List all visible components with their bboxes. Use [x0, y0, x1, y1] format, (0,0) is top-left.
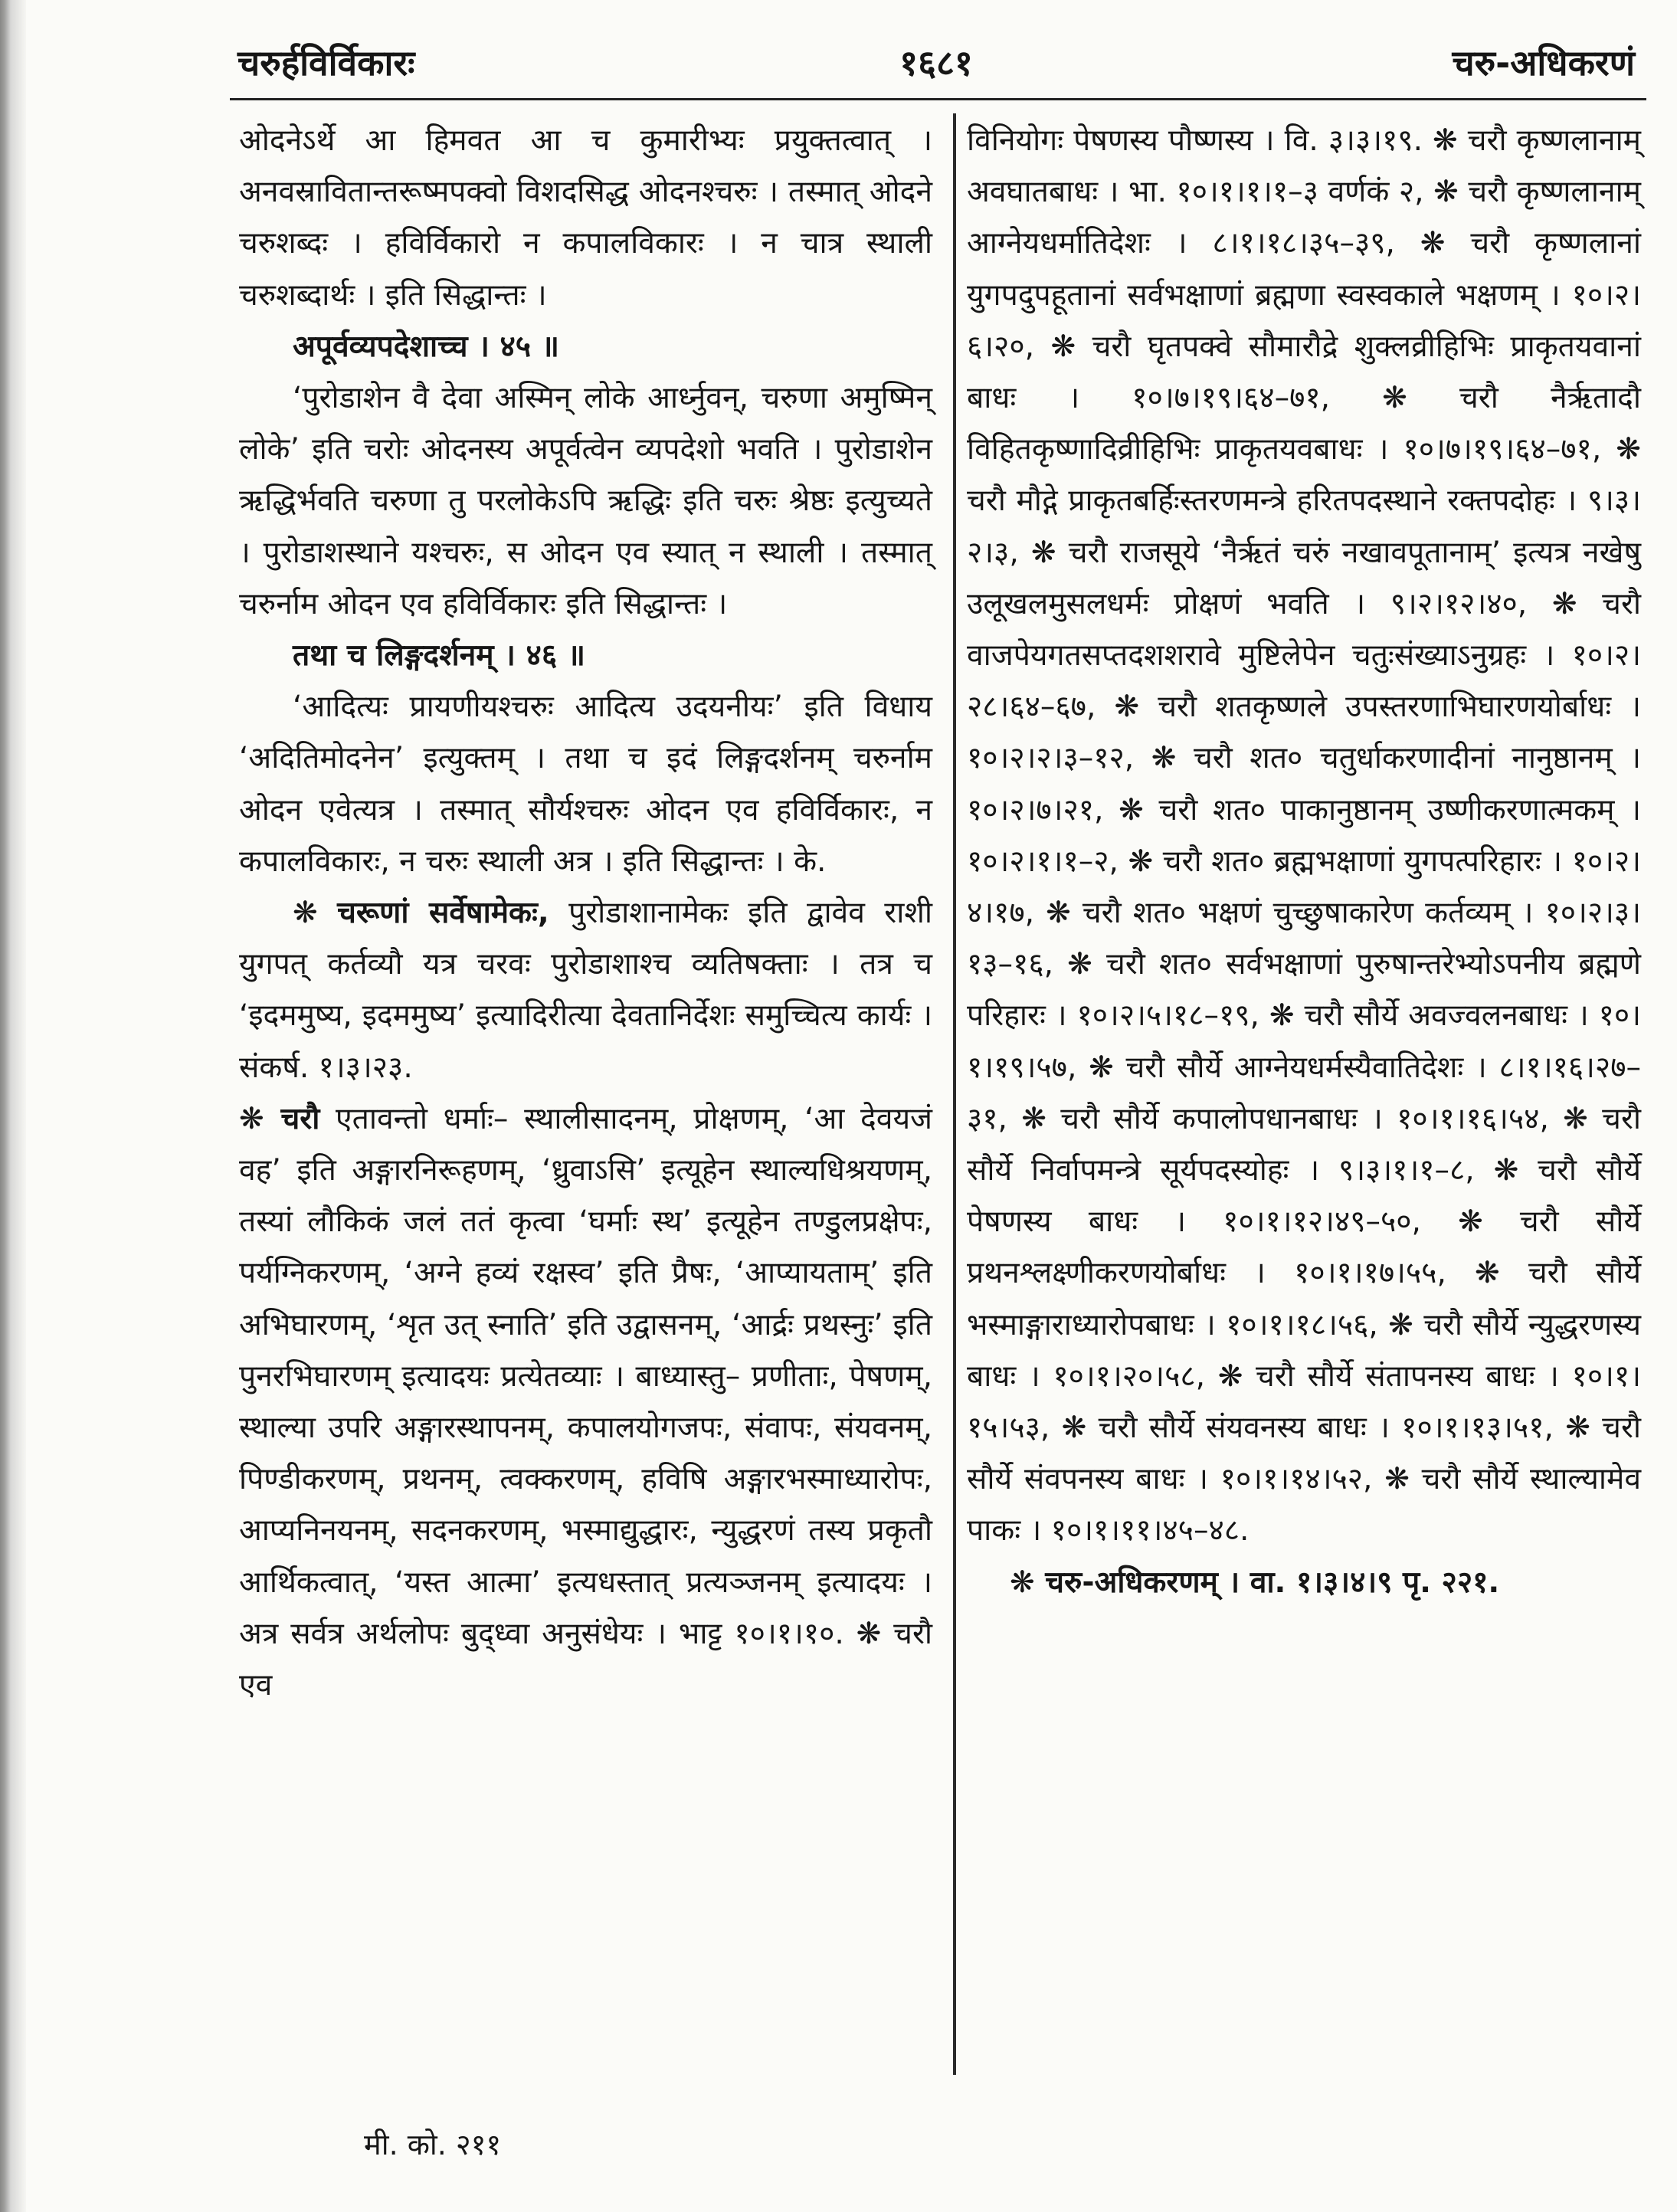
- footer-signature: मी. को. २११: [364, 2128, 502, 2161]
- header-rule: [230, 98, 1646, 100]
- header-left-title: चरुर्हविर्विकारः: [237, 42, 415, 84]
- page-number: १६८१: [899, 42, 973, 84]
- left-paragraph-3: ‘आदित्यः प्रायणीयश्चरुः आदित्य उदयनीयः’ इति विधाय ‘अदितिमोदनेन’ इत्युक्तम् । तथा च इदं लिङ्गदर्शनम् चरुर्नाम ओदन एवेत्यत्र । तस्मात् सौर्यश्चरुः ओदन एव हविर्विकारः, न कपालविकारः, न चरुः स्थाली अत्र । इति सिद्धान्तः । के.: [239, 690, 932, 879]
- left-paragraph-1: ओदनेऽर्थे आ हिमवत आ च कुमारीभ्यः प्रयुक्तत्वात् । अनवस्रावितान्तरूष्मपक्वो विशदसिद्ध ओदनश्चरुः । तस्मात् ओदने चरुशब्दः । हविर्विकारो न कपालविकारः । न चात्र स्थाली चरुशब्दार्थः । इति सिद्धान्तः ।: [239, 123, 932, 313]
- header-right-title: चरु-अधिकरणं: [1452, 42, 1635, 84]
- sutra-heading-45: अपूर्वव्यपदेशाच्च । ४५ ॥: [293, 329, 559, 364]
- bold-lemma-charau: ❋ चरौ: [239, 1101, 320, 1136]
- scan-binding-edge: [0, 0, 26, 2212]
- right-closing-reference: ❋ चरु-अधिकरणम् । वा. १।३।४।९ पृ. २२१.: [1010, 1565, 1500, 1600]
- right-column: [967, 115, 1641, 1608]
- column-divider: [953, 113, 956, 2075]
- left-paragraph-5-text: एतावन्तो धर्माः– स्थालीसादनम्, प्रोक्षणम्, ‘आ देवयजं वह’ इति अङ्गारनिरूहणम्, ‘ध्रुवाऽसि’ इत्यूहेन स्थाल्यधिश्रयणम्, तस्यां लौकिकं जलं ततं कृत्वा ‘घर्माः स्थ’ इत्यूहेन तण्डुलप्रक्षेपः, पर्यग्निकरणम्, ‘अग्ने हव्यं रक्षस्व’ इति प्रैषः, ‘आप्यायताम्’ इति अभिघारणम्, ‘शृत उत् स्नाति’ इति उद्वासनम्, ‘आर्द्रः प्रथस्नुः’ इति पुनरभिघारणम् इत्यादयः प्रत्येतव्याः । बाध्यास्तु– प्रणीताः, पेषणम्, स्थाल्या उपरि अङ्गारस्थापनम्, कपालयोगजपः, संवापः, संयवनम्, पिण्डीकरणम्, प्रथनम्, त्वक्करणम्, हविषि अङ्गारभस्माध्यारोपः, आप्यनिनयनम्, सदनकरणम्, भस्माद्युद्धारः, न्युद्धरणं तस्य प्रकृतौ आर्थिकत्वात्, ‘यस्त आत्मा’ इत्यधस्तात् प्रत्यञ्जनम् इत्यादयः । अत्र सर्वत्र अर्थलोपः बुद्ध्वा अनुसंधेयः । भाट्ट १०।१।१०. ❋ चरौ एव: [239, 1101, 932, 1703]
- left-paragraph-5: [239, 1093, 932, 1711]
- left-column: [239, 115, 932, 1711]
- star-marker: ❋: [293, 896, 318, 931]
- left-paragraph-4: [239, 887, 932, 1093]
- running-head: [237, 31, 1635, 100]
- left-paragraph-4-text: पुरोडाशानामेकः इति द्वावेव राशी युगपत् कर्तव्यौ यत्र चरवः पुरोडाशाश्च व्यतिषक्ताः । तत्र च ‘इदममुष्य, इदममुष्य’ इत्यादिरीत्या देवतानिर्देशः समुच्चित्य कार्यः । संकर्ष. १।३।२३.: [239, 896, 932, 1085]
- left-paragraph-2: ‘पुरोडाशेन वै देवा अस्मिन् लोके आर्ध्नुवन्, चरुणा अमुष्मिन् लोके’ इति चरोः ओदनस्य अपूर्वत्वेन व्यपदेशो भवति । पुरोडाशेन ऋद्धिर्भवति चरुणा तु परलोकेऽपि ऋद्धिः इति चरुः श्रेष्ठः इत्युच्यते । पुरोडाशस्थाने यश्चरुः, स ओदन एव स्यात् न स्थाली । तस्मात् चरुर्नाम ओदन एव हविर्विकारः इति सिद्धान्तः ।: [239, 381, 932, 621]
- bold-lemma-charunam: चरूणां सर्वेषामेकः,: [337, 896, 549, 931]
- sutra-heading-46: तथा च लिङ्गदर्शनम् । ४६ ॥: [293, 638, 586, 673]
- right-paragraph-1: विनियोगः पेषणस्य पौष्णस्य । वि. ३।३।१९. ❋ चरौ कृष्णलानाम् अवघातबाधः । भा. १०।१।१।१–३ वर्णकं २, ❋ चरौ कृष्णलानाम् आग्नेयधर्मातिदेशः । ८।१।१८।३५–३९, ❋ चरौ कृष्णलानां युगपदुपहूतानां सर्वभक्षाणां ब्रह्मणा स्वस्वकाले भक्षणम् । १०।२।६।२०, ❋ चरौ घृतपक्वे सौमारौद्रे शुक्लव्रीहिभिः प्राकृतयवानां बाधः । १०।७।१९।६४–७१, ❋ चरौ नैर्ऋतादौ विहितकृष्णादिव्रीहिभिः प्राकृतयवबाधः । १०।७।१९।६४–७१, ❋ चरौ मौद्गे प्राकृतबर्हिःस्तरणमन्त्रे हरितपदस्थाने रक्तपदोहः । ९।३।२।३, ❋ चरौ राजसूये ‘नैर्ऋतं चरुं नखावपूतानाम्’ इत्यत्र नखेषु उलूखलमुसलधर्मः प्रोक्षणं भवति । ९।२।१२।४०, ❋ चरौ वाजपेयगतसप्तदशशरावे मुष्टिलेपेन चतुःसंख्याऽनुग्रहः । १०।२।२८।६४–६७, ❋ चरौ शतकृष्णले उपस्तरणाभिघारणयोर्बाधः । १०।२।२।३–१२, ❋ चरौ शत० चतुर्धाकरणादीनां नानुष्ठानम् । १०।२।७।२१, ❋ चरौ शत० पाकानुष्ठानम् उष्णीकरणात्मकम् । १०।२।१।१–२, ❋ चरौ शत० ब्रह्मभक्षाणां युगपत्परिहारः । १०।२।४।१७, ❋ चरौ शत० भक्षणं चुच्छुषाकारेण कर्तव्यम् । १०।२।३।१३–१६, ❋ चरौ शत० सर्वभक्षाणां पुरुषान्तरेभ्योऽपनीय ब्रह्मणे परिहारः । १०।२।५।१८–१९, ❋ चरौ सौर्ये अवज्वलनबाधः । १०।१।१९।५७, ❋ चरौ सौर्ये आग्नेयधर्मस्यैवातिदेशः । ८।१।१६।२७–३१, ❋ चरौ सौर्ये कपालोपधानबाधः । १०।१।१६।५४, ❋ चरौ सौर्ये निर्वापमन्त्रे सूर्यपदस्योहः । ९।३।१।१–८, ❋ चरौ सौर्ये पेषणस्य बाधः । १०।१।१२।४९–५०, ❋ चरौ सौर्ये प्रथनश्लक्ष्णीकरणयोर्बाधः । १०।१।१७।५५, ❋ चरौ सौर्ये भस्माङ्गाराध्यारोपबाधः । १०।१।१८।५६, ❋ चरौ सौर्ये न्युद्धरणस्य बाधः । १०।१।२०।५८, ❋ चरौ सौर्ये संतापनस्य बाधः । १०।१।१५।५३, ❋ चरौ सौर्ये संयवनस्य बाधः । १०।१।१३।५१, ❋ चरौ सौर्ये संवपनस्य बाधः । १०।१।१४।५२, ❋ चरौ सौर्ये स्थाल्यामेव पाकः । १०।१।११।४५–४८.: [967, 123, 1641, 1548]
